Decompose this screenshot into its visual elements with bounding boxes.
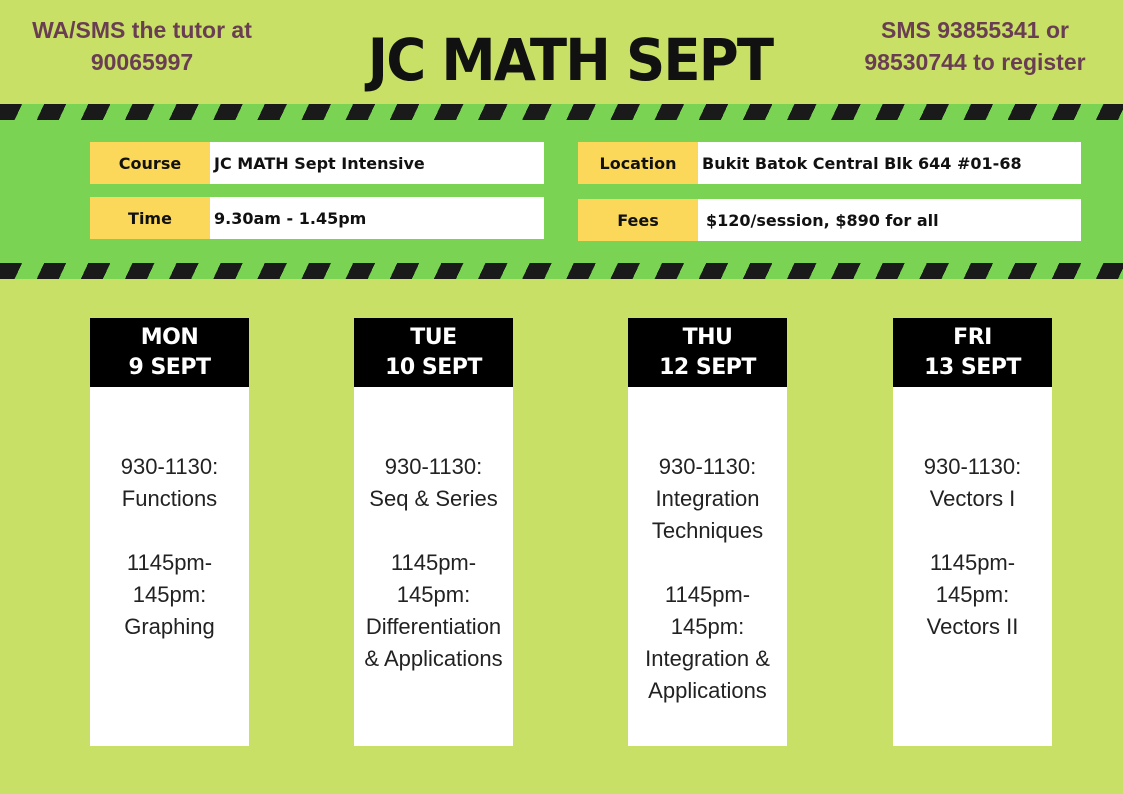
- day-card-fri: [893, 318, 1052, 746]
- session-line: 145pm:: [132, 582, 207, 607]
- session-line: 145pm:: [935, 582, 1010, 607]
- contact-register-text: [845, 14, 1105, 78]
- afternoon-session: [350, 547, 517, 675]
- fees-field: [578, 199, 1081, 241]
- day-card-tue: [354, 318, 513, 746]
- contact-register-line-1: SMS 93855341 or: [881, 17, 1069, 43]
- course-label: Course: [90, 142, 210, 184]
- session-line: 1145pm-: [390, 550, 477, 575]
- day-schedule: [893, 387, 1052, 643]
- session-line: Seq & Series: [369, 486, 498, 511]
- morning-session: [624, 451, 791, 547]
- session-line: Integration: [655, 486, 760, 511]
- afternoon-session: [86, 547, 253, 643]
- session-line: Applications: [648, 678, 767, 703]
- course-value: JC MATH Sept Intensive: [214, 153, 425, 173]
- session-line: 930-1130:: [120, 454, 219, 479]
- afternoon-session: [624, 579, 791, 707]
- session-line: Differentiation: [365, 614, 502, 639]
- session-line: Vectors II: [926, 614, 1019, 639]
- session-line: 145pm:: [670, 614, 745, 639]
- time-value: 9.30am - 1.45pm: [214, 208, 367, 228]
- course-field: [90, 142, 544, 184]
- day-date: 9 SEPT: [128, 354, 211, 380]
- day-schedule: [354, 387, 513, 675]
- session-line: Integration &: [645, 646, 770, 671]
- fees-value: $120/session, $890 for all: [706, 210, 939, 230]
- day-name: MON: [140, 324, 199, 350]
- contact-register-line-2: 98530744 to register: [864, 49, 1086, 75]
- location-value: Bukit Batok Central Blk 644 #01-68: [702, 153, 1022, 173]
- day-card-thu: [628, 318, 787, 746]
- morning-session: [889, 451, 1056, 515]
- session-line: Functions: [121, 486, 218, 511]
- day-date: 10 SEPT: [385, 354, 482, 380]
- day-date: 13 SEPT: [924, 354, 1021, 380]
- day-header: [90, 318, 249, 387]
- day-name: FRI: [953, 324, 992, 350]
- day-schedule: [90, 387, 249, 643]
- session-line: 930-1130:: [384, 454, 483, 479]
- page-title: JC MATH SEPT: [367, 26, 773, 94]
- morning-session: [350, 451, 517, 515]
- hazard-stripe-bottom: [0, 263, 1123, 279]
- contact-tutor-text: [12, 14, 272, 78]
- day-name: TUE: [410, 324, 457, 350]
- location-field: [578, 142, 1081, 184]
- morning-session: [86, 451, 253, 515]
- contact-tutor-line-1: WA/SMS the tutor at: [32, 17, 252, 43]
- session-line: 1145pm-: [126, 550, 213, 575]
- session-line: Vectors I: [929, 486, 1016, 511]
- day-name: THU: [682, 324, 733, 350]
- session-line: Techniques: [651, 518, 764, 543]
- fees-label: Fees: [578, 199, 698, 241]
- session-line: 930-1130:: [923, 454, 1022, 479]
- session-line: 1145pm-: [929, 550, 1016, 575]
- session-line: & Applications: [364, 646, 503, 671]
- day-card-mon: [90, 318, 249, 746]
- day-date: 12 SEPT: [659, 354, 756, 380]
- hazard-stripe-top: [0, 104, 1123, 120]
- day-header: [628, 318, 787, 387]
- location-label: Location: [578, 142, 698, 184]
- time-field: [90, 197, 544, 239]
- session-line: Graphing: [124, 614, 215, 639]
- session-line: 930-1130:: [658, 454, 757, 479]
- session-line: 145pm:: [396, 582, 471, 607]
- session-line: 1145pm-: [664, 582, 751, 607]
- afternoon-session: [889, 547, 1056, 643]
- day-schedule: [628, 387, 787, 707]
- contact-tutor-line-2: 90065997: [90, 49, 194, 75]
- time-label: Time: [90, 197, 210, 239]
- day-header: [354, 318, 513, 387]
- day-header: [893, 318, 1052, 387]
